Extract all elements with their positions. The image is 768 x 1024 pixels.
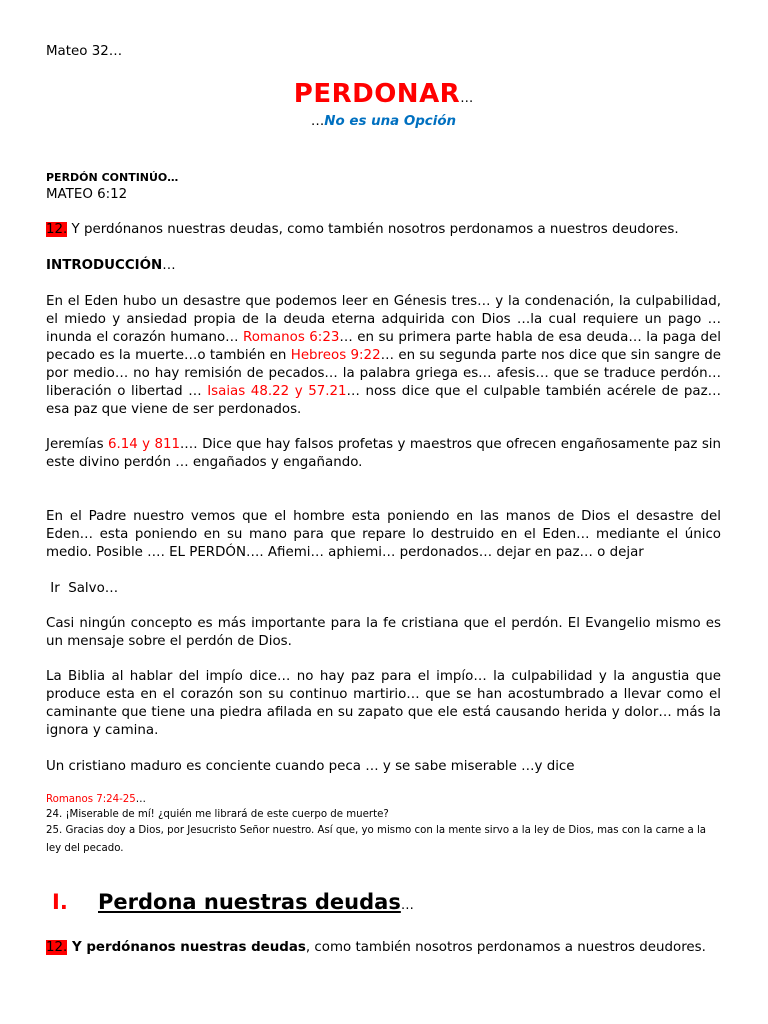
ref-hebreos-9-22: Hebreos 9:22 <box>290 348 381 363</box>
intro-p1-text-a: En el Eden hubo un desastre que podemos leer en Génesis tres… y la condenación, la culpabilidad, el miedo y ansiedad propia de la deuda eterna adquirida con Dios …la cual requiere un pago … inunda el corazón humano… <box>46 294 721 345</box>
intro-p2-text-b: .… Dice que hay falsos profetas y maestros que ofrecen engañosamente paz sin este divino perdón … engañados y engañando. <box>46 437 722 470</box>
ref-romanos-6-23: Romanos 6:23 <box>243 330 340 345</box>
scripture-ref: MATEO 6:12 <box>46 187 128 202</box>
quote-ref-dots: … <box>135 794 146 805</box>
subtitle-text: No es una Opción <box>324 114 457 129</box>
intro-p2-text-a: Jeremías <box>46 437 108 452</box>
intro-heading-label: INTRODUCCIÓN <box>46 258 163 273</box>
intro-paragraph-2 <box>46 436 721 472</box>
intro-p1-text-b: … en su primera parte habla de esa deuda… la paga del pecado es la muerte…o también en <box>46 330 721 363</box>
section-I-verse-number: 12. <box>46 940 68 955</box>
intro-paragraph-3: En el Padre nuestro vemos que el hombre esta poniendo en las manos de Dios el desastre del Eden… esta poniendo en su mano para que repare lo destruido en el Eden… mediante el único medio. Posible …. EL PERDÓN…. Afiemi… aphiemi… perdonados… dejar en paz… o dejar <box>46 509 721 560</box>
quote-ref-line <box>46 792 721 807</box>
page-title: PERDONAR <box>293 79 461 109</box>
quote-verse-25: 25. Gracias doy a Dios, por Jesucristo Señor nuestro. Así que, yo mismo con la mente sirvo a la ley de Dios, mas con la carne a la ley del pecado. <box>46 825 707 854</box>
section-heading-dots: … <box>400 898 414 913</box>
intro-paragraph-3-tail: Ir Salvo… <box>46 581 119 596</box>
intro-paragraph-6: Un cristiano maduro es conciente cuando peca … y se sabe miserable …y dice <box>46 759 575 774</box>
intro-p1-text-c: … en su segunda parte nos dice que sin sangre de por medio… no hay remisión de pecados… la palabra griega es… afesis… que se traduce perdón… liberación o libertad … <box>46 348 721 399</box>
intro-p1-text-d: … noss dice que el culpable también acérele de paz… esa paz que viene de ser perdonados. <box>46 384 722 417</box>
section-heading: Perdona nuestras deudas <box>98 890 401 914</box>
key-verse <box>46 221 721 239</box>
subtitle <box>46 114 721 129</box>
verse-text: Y perdónanos nuestras deudas, como también nosotros perdonamos a nuestros deudores. <box>67 222 679 237</box>
section-numeral: I. <box>52 890 68 914</box>
verse-number: 12. <box>46 222 68 237</box>
section-I-verse-bold: Y perdónanos nuestras deudas <box>67 940 306 955</box>
intro-heading-dots: … <box>162 258 176 273</box>
title-block <box>46 79 721 109</box>
section-label: PERDÓN CONTINÚO… <box>46 171 179 184</box>
ref-jeremias: 6.14 y 811 <box>107 437 181 452</box>
intro-heading <box>46 257 176 275</box>
section-heading-I <box>46 890 721 914</box>
quote-verse-24: 24. ¡Miserable de mí! ¿quién me librará de este cuerpo de muerte? <box>46 809 389 820</box>
ref-romanos-7: Romanos 7:24-25 <box>46 794 136 805</box>
title-dots: … <box>460 91 474 106</box>
intro-paragraph-4: Casi ningún concepto es más importante para la fe cristiana que el perdón. El Evangelio mismo es un mensaje sobre el perdón de Dios. <box>46 616 721 649</box>
section-I-verse <box>46 939 721 957</box>
subtitle-prefix: … <box>310 114 325 129</box>
intro-paragraph-1 <box>46 293 721 419</box>
section-I-verse-rest: , como también nosotros perdonamos a nuestros deudores. <box>305 940 706 955</box>
intro-paragraph-5: La Biblia al hablar del impío dice… no hay paz para el impío… la culpabilidad y la angustia que produce esta en el corazón son su continuo martirio… que se han acostumbrado a llevar como el caminante que tiene una piedra afilada en su zapato que ele está causando herida y dolor… más la ignora y camina. <box>46 669 721 738</box>
ref-isaias: Isaias 48.22 y 57.21 <box>207 384 347 399</box>
chapter-ref: Mateo 32… <box>46 44 123 59</box>
quote-block <box>46 792 721 858</box>
